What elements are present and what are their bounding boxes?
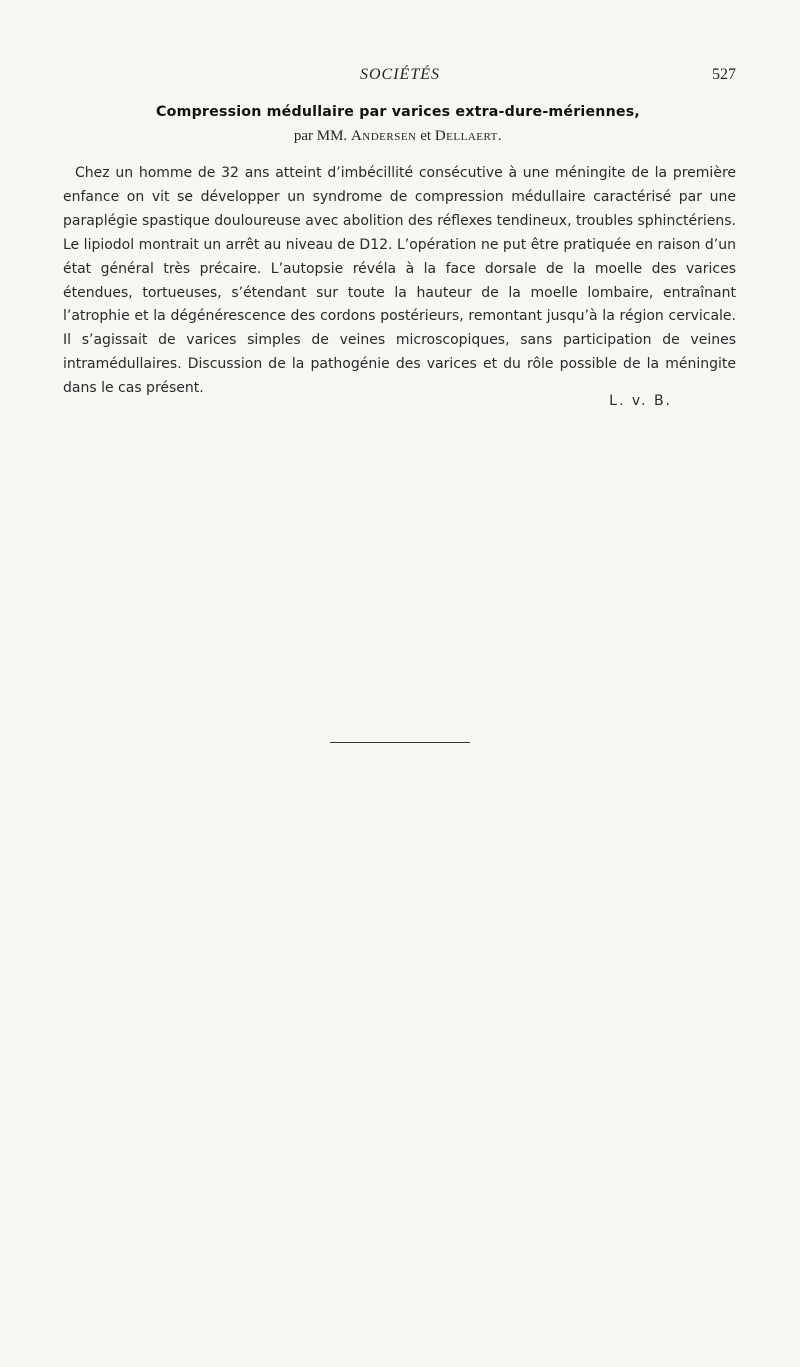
section-title: SOCIÉTÉS [360,66,440,83]
authors-conjunction: et [420,128,432,144]
article-title: Compression médullaire par varices extra-dure-mériennes, [156,104,640,120]
page-number: 527 [712,66,736,83]
article-body: Chez un homme de 32 ans atteint d’imbécillité consécutive à une méningite de la première enfance on vit se développer un syndrome de compression médullaire caractérisé par une paraplégie spastique douloureuse avec abolition des réflexes tendineux, troubles sphinctériens. Le lipiodol montrait un arrêt au niveau de D12. L’opération ne put être pratiquée en raison d’un état général très précaire. L’autopsie révéla à la face dorsale de la moelle des varices étendues, tortueuses, s’étendant sur toute la hauteur de la moelle lombaire, entraînant l’atrophie et la dégénérescence des cordons postérieurs, remontant jusqu’à la région cervicale. Il s’agissait de varices simples de veines microscopiques, sans participation de veines intramédullaires. Discussion de la pathogénie des varices et du rôle possible de la méningite dans le cas présent. [63,165,736,397]
section-divider [330,742,470,743]
authors-prefix: par MM. [293,128,348,144]
article-signature: L. v. B. [609,393,672,409]
author-name: Andersen [350,128,417,144]
author-name: Dellaert. [434,128,503,144]
article-authors [60,128,736,145]
running-head [0,66,800,90]
